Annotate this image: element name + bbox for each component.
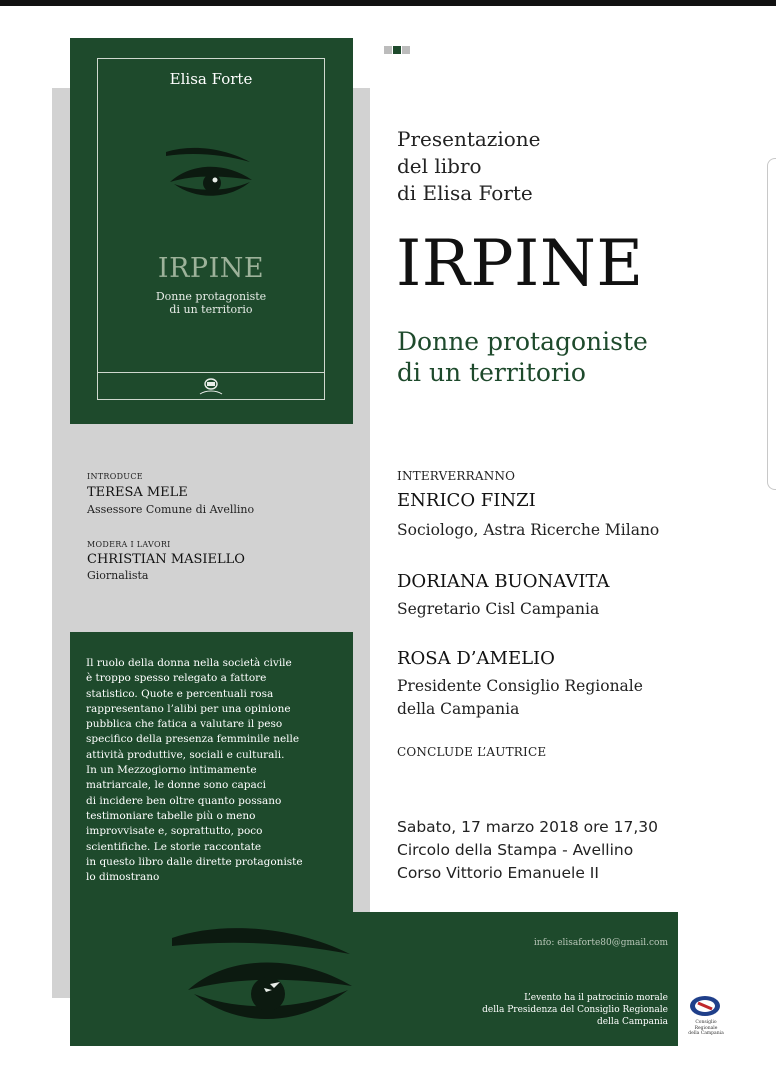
cover-subtitle-line: Donne protagoniste (155, 290, 267, 303)
publisher-logo-icon (196, 376, 226, 398)
square-green (393, 46, 401, 54)
main-subtitle (397, 326, 648, 388)
speaker-role (397, 675, 697, 721)
consiglio-regionale-logo-icon (688, 995, 722, 1017)
description-line: In un Mezzogiorno intimamente (86, 764, 257, 777)
decorative-squares (384, 39, 412, 47)
cover-divider (98, 372, 324, 373)
presentation-heading (397, 126, 541, 207)
consiglio-logo-caption (686, 1020, 726, 1037)
patronage-line: della Presidenza del Consiglio Regionale (482, 1005, 668, 1015)
speakers-label: INTERVERRANNO (397, 469, 516, 483)
eye-illustration-icon (168, 924, 358, 1032)
cover-author: Elisa Forte (169, 70, 253, 88)
description-line: scientifiche. Le storie raccontate (86, 840, 262, 853)
main-subtitle-line: Donne protagoniste (397, 327, 648, 356)
event-details (397, 816, 658, 885)
description-line: in questo libro dalle dirette protagoniste (86, 855, 303, 868)
speaker-role: Segretario Cisl Campania (397, 600, 600, 618)
speaker-role: Sociologo, Astra Ricerche Milano (397, 521, 660, 539)
conclude-label: CONCLUDE L’AUTRICE (397, 745, 547, 759)
description-line: improvvisate e, soprattutto, poco (86, 825, 263, 838)
patronage-text (430, 992, 668, 1028)
speaker-name: ENRICO FINZI (397, 490, 536, 511)
modera-name: CHRISTIAN MASIELLO (87, 552, 245, 567)
main-subtitle-line: di un territorio (397, 358, 586, 387)
square-light (402, 46, 410, 54)
cover-subtitle (97, 290, 325, 316)
description-line: matriarcale, le donne sono capaci (86, 779, 267, 792)
contact-info: info: elisaforte80@gmail.com (533, 938, 668, 948)
introduce-name: TERESA MELE (87, 485, 188, 500)
consiglio-caption-line: della Campania (688, 1031, 724, 1036)
presentation-line: Presentazione (397, 127, 541, 151)
introduce-role: Assessore Comune di Avellino (87, 503, 255, 516)
description-text (86, 656, 346, 885)
modera-role: Giornalista (87, 569, 149, 582)
description-line: attività produttive, sociali e culturali. (86, 748, 285, 761)
modera-label: MODERA I LAVORI (87, 540, 171, 549)
description-line: è troppo spesso relegato a fattore (86, 672, 267, 685)
description-line: statistico. Quote e percentuali rosa (86, 687, 274, 700)
square-light (384, 46, 392, 54)
introduce-label: INTRODUCE (87, 472, 143, 481)
scroll-edge-decoration (767, 158, 776, 490)
presentation-line: di Elisa Forte (397, 181, 533, 205)
event-place: Circolo della Stampa - Avellino (397, 841, 634, 859)
cover-frame (97, 58, 325, 400)
event-date: Sabato, 17 marzo 2018 ore 17,30 (397, 818, 658, 836)
cover-subtitle-line: di un territorio (169, 303, 253, 316)
description-line: pubblica che fatica a valutare il peso (86, 718, 283, 731)
patronage-line: L’evento ha il patrocinio morale (524, 993, 668, 1003)
main-title: IRPINE (396, 227, 644, 301)
description-line: lo dimostrano (86, 871, 160, 884)
top-edge-bar (0, 0, 776, 6)
cover-eye-icon (162, 146, 262, 206)
speaker-name: DORIANA BUONAVITA (397, 571, 610, 592)
patronage-line: della Campania (596, 1017, 668, 1027)
description-line: specifico della presenza femminile nelle (86, 733, 300, 746)
description-line: di incidere ben oltre quanto possano (86, 794, 282, 807)
cover-title: IRPINE (157, 253, 265, 284)
description-line: Il ruolo della donna nella società civile (86, 657, 292, 669)
presentation-line: del libro (397, 154, 482, 178)
speaker-role-line: Presidente Consiglio Regionale (397, 677, 643, 695)
speaker-name: ROSA D’AMELIO (397, 648, 555, 669)
consiglio-caption-line: Consiglio Regionale (694, 1020, 718, 1031)
event-address: Corso Vittorio Emanuele II (397, 864, 599, 882)
speaker-role-line: della Campania (397, 700, 520, 718)
description-line: rappresentano l’alibi per una opinione (86, 702, 291, 715)
description-line: testimoniare tabelle più o meno (86, 809, 256, 822)
